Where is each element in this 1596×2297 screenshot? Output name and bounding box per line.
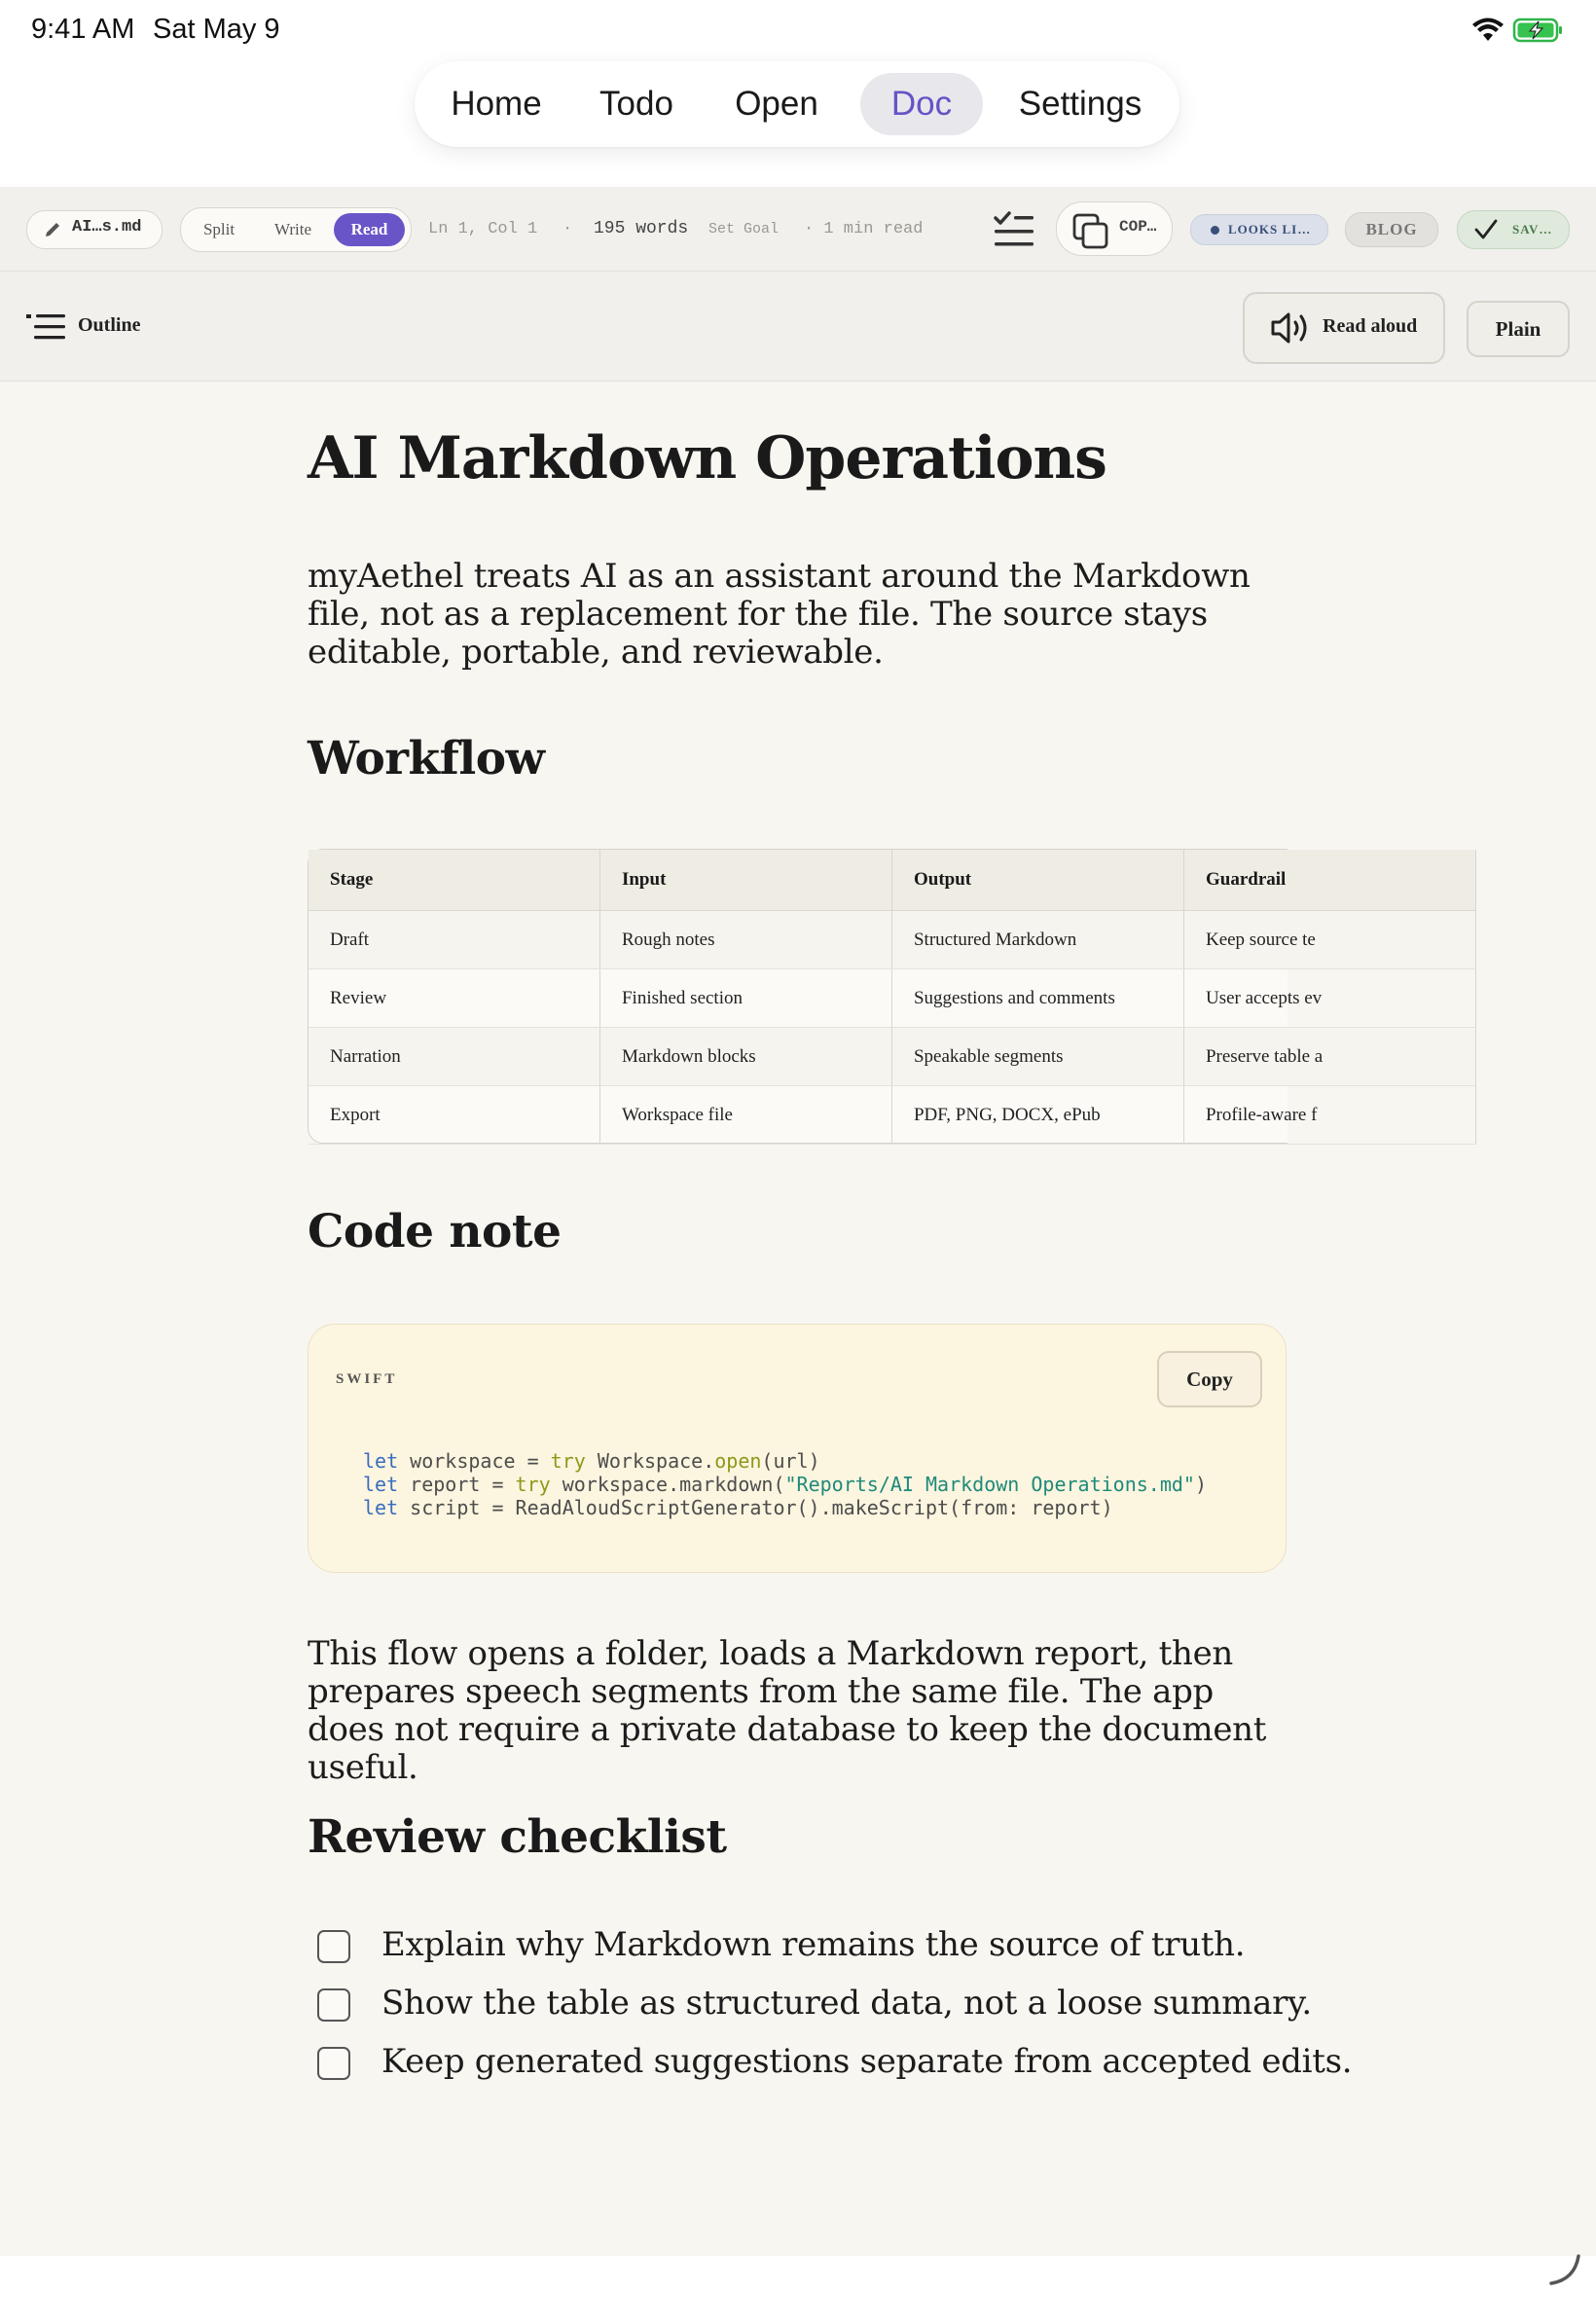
word-count: 195 words <box>594 219 689 238</box>
wifi-icon <box>1471 18 1505 43</box>
plain-button[interactable]: Plain <box>1467 301 1570 357</box>
checklist-label: Explain why Markdown remains the source of truth. <box>381 1925 1246 1964</box>
table-cell: Structured Markdown <box>891 911 1183 969</box>
mode-read[interactable]: Read <box>334 213 405 246</box>
code-line <box>363 1449 1207 1473</box>
code-token: (url) <box>761 1449 820 1473</box>
checklist-item[interactable] <box>308 1925 1290 1968</box>
code-token: ) <box>1194 1473 1207 1496</box>
checkbox[interactable] <box>317 2047 350 2080</box>
checkbox[interactable] <box>317 1988 350 2022</box>
status-bar <box>0 0 1596 60</box>
table-row <box>308 1028 1476 1086</box>
save-status-badge[interactable] <box>1457 210 1570 249</box>
mode-write[interactable]: Write <box>273 220 312 238</box>
table-cell: Preserve table a <box>1183 1028 1475 1086</box>
status-dot-icon <box>1211 226 1219 235</box>
tab-todo[interactable]: Todo <box>599 85 673 123</box>
table-row <box>308 1086 1476 1145</box>
read-aloud-label: Read aloud <box>1323 315 1418 337</box>
workflow-heading: Workflow <box>308 732 545 785</box>
table-header: Stage <box>308 850 599 911</box>
code-block <box>308 1324 1287 1573</box>
cursor-position: Ln 1, Col 1 <box>428 220 538 238</box>
code-token: open <box>714 1449 762 1473</box>
checkmark-icon <box>1473 218 1499 241</box>
looks-like-badge[interactable] <box>1190 214 1328 245</box>
file-name-pill[interactable] <box>26 210 163 249</box>
blog-badge[interactable]: BLOG <box>1345 212 1438 247</box>
table-cell: Narration <box>308 1028 599 1086</box>
copy-icon <box>1072 213 1109 250</box>
table-cell: Rough notes <box>599 911 891 969</box>
table-header: Guardrail <box>1183 850 1475 911</box>
table-cell: Speakable segments <box>891 1028 1183 1086</box>
table-cell: Review <box>308 969 599 1028</box>
code-note-heading: Code note <box>308 1205 562 1258</box>
table-cell: Suggestions and comments <box>891 969 1183 1028</box>
table-row <box>308 911 1476 969</box>
code-token: Workspace. <box>585 1449 715 1473</box>
table-cell: Workspace file <box>599 1086 891 1145</box>
checklist-icon[interactable] <box>993 210 1035 249</box>
table-cell: Draft <box>308 911 599 969</box>
view-mode-switcher <box>180 207 412 252</box>
code-token: "Reports/AI Markdown Operations.md" <box>784 1473 1195 1496</box>
table-header-row <box>308 850 1476 911</box>
checklist-label: Keep generated suggestions separate from accepted edits. <box>381 2042 1353 2081</box>
code-content <box>363 1449 1207 1519</box>
flow-paragraph: This flow opens a folder, loads a Markdown report, then prepares speech segments from the same file. The app does not require a private database to keep the document useful. <box>308 1634 1267 1787</box>
workflow-table <box>308 849 1324 1144</box>
code-token: markdown( <box>679 1473 785 1496</box>
code-token: try <box>550 1449 586 1473</box>
outline-icon[interactable] <box>26 313 65 341</box>
table-header: Output <box>891 850 1183 911</box>
resize-handle-icon[interactable] <box>1545 2250 1584 2289</box>
battery-icon <box>1513 18 1564 43</box>
set-goal-link[interactable]: Set Goal <box>708 221 780 237</box>
checklist-label: Show the table as structured data, not a loose summary. <box>381 1984 1312 2023</box>
code-token: try <box>515 1473 551 1496</box>
code-token: workspace. <box>550 1473 680 1496</box>
tab-settings[interactable]: Settings <box>1018 85 1143 123</box>
looks-like-label: LOOKS LI… <box>1228 222 1312 237</box>
copy-label: COP… <box>1119 218 1157 236</box>
file-name: AI…s.md <box>72 218 142 237</box>
code-token: let <box>363 1473 399 1496</box>
code-token: workspace = <box>398 1449 551 1473</box>
status-time: 9:41 AM <box>31 14 135 45</box>
table-cell: User accepts ev <box>1183 969 1475 1028</box>
code-line <box>363 1473 1207 1496</box>
tab-bar <box>415 61 1179 147</box>
outline-button[interactable]: Outline <box>78 314 141 336</box>
status-date: Sat May 9 <box>153 14 280 45</box>
tab-open[interactable]: Open <box>735 85 818 123</box>
code-line <box>363 1496 1207 1519</box>
table-cell: Markdown blocks <box>599 1028 891 1086</box>
intro-paragraph: myAethel treats AI as an assistant around the Markdown file, not as a replacement for the file. The source stays editable, portable, and reviewable. <box>308 557 1251 672</box>
tab-doc[interactable]: Doc <box>860 73 983 135</box>
table-cell: Profile-aware f <box>1183 1086 1475 1145</box>
table-cell: PDF, PNG, DOCX, ePub <box>891 1086 1183 1145</box>
table-cell: Keep source te <box>1183 911 1475 969</box>
table-row <box>308 969 1476 1028</box>
stat-separator: · <box>562 220 573 238</box>
mode-split[interactable]: Split <box>202 220 236 238</box>
doc-title: AI Markdown Operations <box>308 424 1106 492</box>
code-language: SWIFT <box>336 1371 398 1387</box>
code-token: let <box>363 1449 399 1473</box>
table-header: Input <box>599 850 891 911</box>
review-checklist-heading: Review checklist <box>308 1810 727 1864</box>
bottom-band <box>0 2256 1596 2297</box>
checkbox[interactable] <box>317 1930 350 1963</box>
code-token: report = <box>398 1473 516 1496</box>
read-aloud-button[interactable] <box>1243 292 1445 364</box>
save-label: SAV… <box>1512 222 1553 237</box>
pencil-icon <box>43 220 62 239</box>
table-cell: Finished section <box>599 969 891 1028</box>
code-token: script = ReadAloudScriptGenerator().makeScript(from: report) <box>398 1496 1113 1519</box>
checklist-item[interactable] <box>308 1984 1312 2026</box>
copy-document-button[interactable] <box>1056 201 1173 256</box>
speaker-icon <box>1270 310 1313 346</box>
code-token: let <box>363 1496 399 1519</box>
table-cell: Export <box>308 1086 599 1145</box>
checklist-item[interactable] <box>308 2042 1353 2085</box>
tab-home[interactable]: Home <box>451 85 542 123</box>
read-time: · 1 min read <box>804 220 924 238</box>
copy-code-button[interactable]: Copy <box>1157 1351 1262 1407</box>
